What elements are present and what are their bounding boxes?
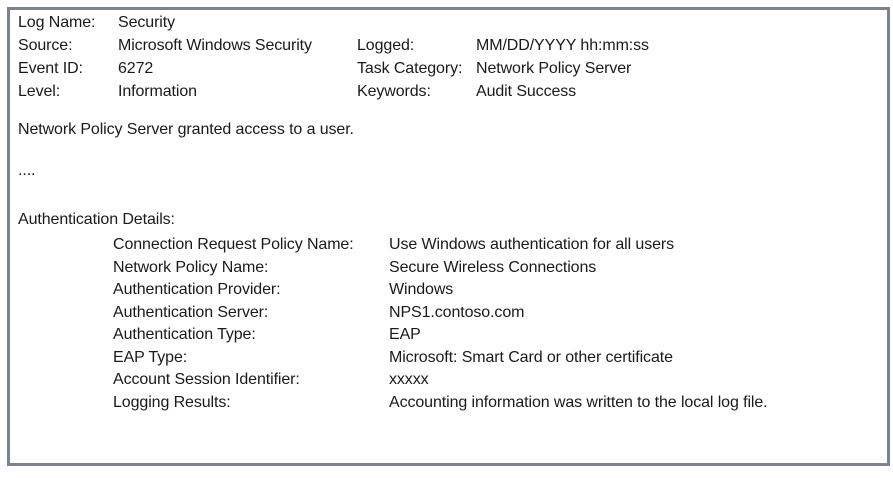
- detail-row: [113, 302, 887, 325]
- header-row: [18, 57, 887, 80]
- field-label: Log Name:: [18, 14, 96, 31]
- field-label: Source:: [18, 37, 73, 54]
- field-value: Secure Wireless Connections: [389, 258, 597, 276]
- field-label: Connection Request Policy Name:: [113, 236, 354, 253]
- event-header: [18, 10, 887, 103]
- field-label: Authentication Provider:: [113, 281, 281, 298]
- field-value: MM/DD/YYYY hh:mm:ss: [476, 37, 649, 54]
- detail-row: [113, 279, 887, 302]
- field-value: Accounting information was written to the local log file.: [389, 393, 768, 411]
- field-value: Microsoft Windows Security: [118, 37, 312, 54]
- detail-row: [113, 347, 887, 370]
- field-value: Information: [118, 83, 197, 100]
- auth-details-list: [10, 234, 887, 414]
- field-label: Level:: [18, 83, 61, 100]
- header-row: [18, 34, 887, 57]
- field-label: Authentication Type:: [113, 326, 256, 343]
- field-label: Network Policy Name:: [113, 258, 269, 276]
- header-row: [18, 80, 887, 103]
- field-value: Audit Success: [476, 83, 577, 100]
- field-label: [357, 11, 476, 34]
- field-value: Windows: [389, 281, 454, 298]
- auth-details-heading: Authentication Details:: [18, 211, 175, 228]
- detail-row: [113, 369, 887, 392]
- event-description: Network Policy Server granted access to a user.: [18, 121, 354, 138]
- field-value: NPS1.contoso.com: [389, 303, 525, 321]
- field-label: Keywords:: [357, 83, 431, 100]
- detail-row: [113, 234, 887, 257]
- ellipsis-text: ....: [18, 162, 36, 179]
- field-label: Task Category:: [357, 60, 463, 77]
- field-value: EAP: [389, 326, 421, 343]
- field-label: Account Session Identifier:: [113, 371, 300, 388]
- detail-row: [113, 392, 887, 415]
- field-label: Event ID:: [18, 60, 83, 77]
- field-label: Logged:: [357, 37, 415, 54]
- field-label: Logging Results:: [113, 393, 231, 411]
- event-log-panel: [7, 7, 890, 466]
- field-value: Network Policy Server: [476, 60, 632, 77]
- field-value: Security: [118, 14, 175, 31]
- field-value: [476, 11, 887, 34]
- field-value: Use Windows authentication for all users: [389, 236, 675, 253]
- field-label: EAP Type:: [113, 348, 188, 366]
- field-label: Authentication Server:: [113, 303, 269, 321]
- detail-row: [113, 257, 887, 280]
- field-value: xxxxx: [389, 371, 429, 388]
- field-value: Microsoft: Smart Card or other certificate: [389, 348, 673, 366]
- detail-row: [113, 324, 887, 347]
- field-value: 6272: [118, 60, 154, 77]
- header-row: [18, 11, 887, 34]
